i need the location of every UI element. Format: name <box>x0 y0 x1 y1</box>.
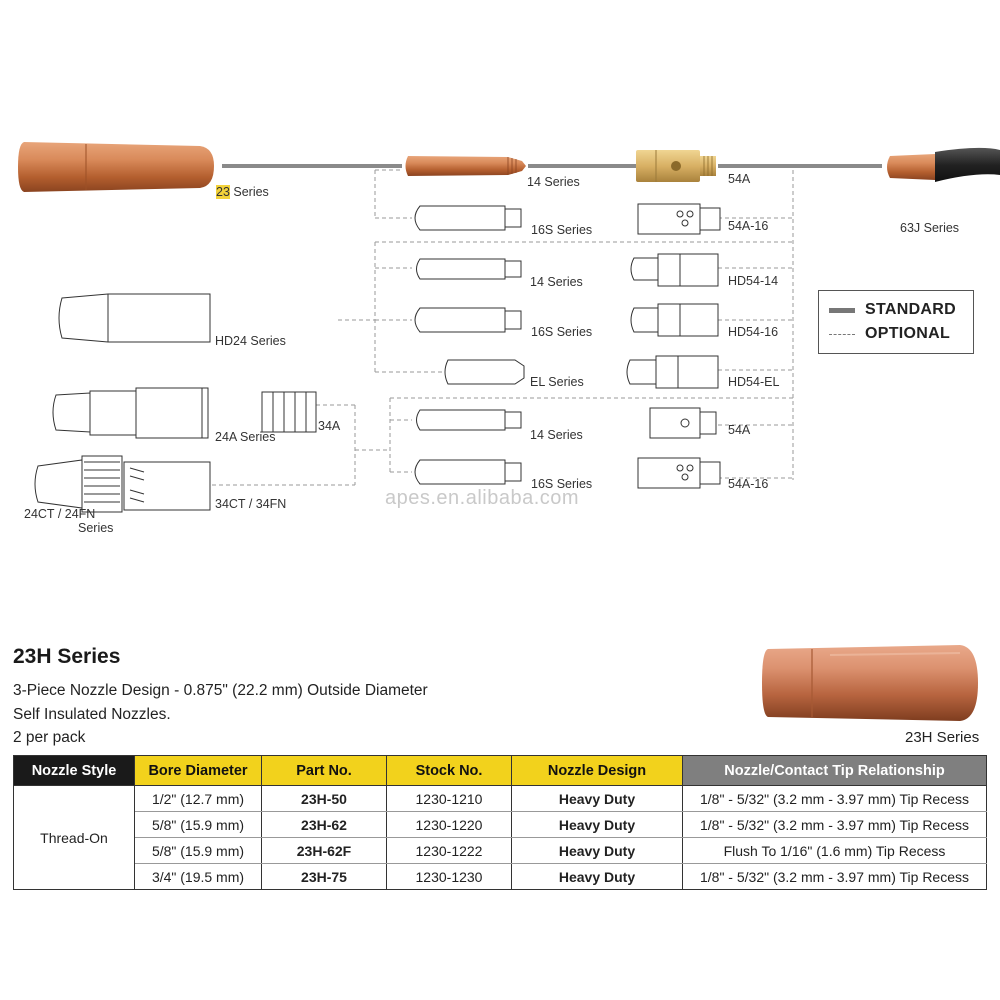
nozzle-23-series <box>18 142 214 192</box>
header-tip-relationship: Nozzle/Contact Tip Relationship <box>683 756 987 786</box>
cell-bore: 1/2" (12.7 mm) <box>135 786 262 812</box>
label-34a: 34A <box>318 419 341 433</box>
legend-standard <box>829 301 956 319</box>
gun-63j-series <box>887 148 1000 182</box>
legend-standard-label: STANDARD <box>865 301 956 318</box>
cell-part: 23H-62F <box>262 838 387 864</box>
nozzle-23h-photo <box>760 643 982 723</box>
diffuser-hd5414 <box>631 258 658 280</box>
cell-nozzle-style: Thread-On <box>14 786 135 890</box>
label-34ct-34fn: 34CT / 34FN <box>215 497 287 511</box>
cell-stock: 1230-1210 <box>387 786 512 812</box>
cell-bore: 5/8" (15.9 mm) <box>135 812 262 838</box>
tip-14-b <box>417 259 506 279</box>
tip-16s-a-thread <box>505 209 521 227</box>
label-hd54el: HD54-EL <box>728 375 780 389</box>
cell-relation: 1/8" - 5/32" (3.2 mm - 3.97 mm) Tip Recess <box>683 812 987 838</box>
watermark: apes.en.alibaba.com <box>385 487 580 509</box>
tip-14-series-copper <box>406 156 527 176</box>
insulator-34ct <box>124 462 210 510</box>
label-23-highlight: 23 <box>216 185 230 199</box>
label-16s-series-b: 16S Series <box>531 325 593 339</box>
optional-line-swatch <box>829 334 855 335</box>
product-title: 23H Series <box>13 645 121 668</box>
cell-relation: 1/8" - 5/32" (3.2 mm - 3.97 mm) Tip Recess <box>683 786 987 812</box>
cell-relation: Flush To 1/16" (1.6 mm) Tip Recess <box>683 838 987 864</box>
cell-design: Heavy Duty <box>512 838 683 864</box>
cell-bore: 3/4" (19.5 mm) <box>135 864 262 890</box>
tip-16s-a <box>415 206 505 230</box>
tip-el <box>445 360 524 384</box>
cell-part: 23H-50 <box>262 786 387 812</box>
table-row <box>14 786 987 812</box>
cell-design: Heavy Duty <box>512 864 683 890</box>
tip-14-c <box>417 410 506 430</box>
label-14-series-c: 14 Series <box>530 428 583 442</box>
label-54a16-b: 54A-16 <box>728 477 769 491</box>
label-54a-b: 54A <box>728 423 751 437</box>
parts-table <box>13 755 987 890</box>
product-description-line: 3-Piece Nozzle Design - 0.875" (22.2 mm) Outside Diameter <box>13 682 428 699</box>
table-row <box>14 812 987 838</box>
header-nozzle-design: Nozzle Design <box>512 756 683 786</box>
diffuser-hd5416 <box>631 308 658 332</box>
label-24ct-24fn: 24CT / 24FN <box>24 507 96 521</box>
tip-16s-c <box>415 460 505 484</box>
label-23-series <box>216 185 269 199</box>
label-hd24-series: HD24 Series <box>215 334 286 348</box>
label-14-series-b: 14 Series <box>530 275 583 289</box>
cell-stock: 1230-1220 <box>387 812 512 838</box>
insulator-34a <box>262 392 316 432</box>
tip-16s-b <box>415 308 505 332</box>
label-14-series-a: 14 Series <box>527 175 580 189</box>
photo-caption: 23H Series <box>905 729 980 746</box>
table-header-row <box>14 756 987 786</box>
header-stock-no: Stock No. <box>387 756 512 786</box>
label-24ct-series: Series <box>78 521 114 535</box>
header-part-no: Part No. <box>262 756 387 786</box>
legend-optional <box>829 325 950 343</box>
label-23-suffix: Series <box>229 185 269 199</box>
table-row <box>14 864 987 890</box>
product-description-line: Self Insulated Nozzles. <box>13 706 171 723</box>
diffuser-54a16-a <box>638 204 700 234</box>
label-hd5414: HD54-14 <box>728 274 779 288</box>
label-hd5416: HD54-16 <box>728 325 779 339</box>
diffuser-hd54el <box>627 360 656 384</box>
label-54a-a: 54A <box>728 172 751 186</box>
table-row <box>14 838 987 864</box>
standard-line-swatch <box>829 308 855 313</box>
cell-part: 23H-75 <box>262 864 387 890</box>
nozzle-24ct <box>35 460 82 508</box>
legend-optional-label: OPTIONAL <box>865 325 951 342</box>
diffuser-54a-outline <box>650 408 700 438</box>
nozzle-hd24 <box>59 294 210 342</box>
diffuser-54a16-b <box>638 458 700 488</box>
nozzle-24a <box>53 393 90 432</box>
cell-stock: 1230-1222 <box>387 838 512 864</box>
label-24a-series: 24A Series <box>215 430 276 444</box>
diffuser-54a-brass <box>636 150 716 182</box>
label-16s-series-a: 16S Series <box>531 223 593 237</box>
cell-design: Heavy Duty <box>512 812 683 838</box>
cell-bore: 5/8" (15.9 mm) <box>135 838 262 864</box>
label-54a16-a: 54A-16 <box>728 219 769 233</box>
cell-part: 23H-62 <box>262 812 387 838</box>
header-bore-diameter: Bore Diameter <box>135 756 262 786</box>
header-nozzle-style: Nozzle Style <box>14 756 135 786</box>
label-16s-series-c: 16S Series <box>531 477 593 491</box>
outline-parts <box>35 204 720 512</box>
label-el-series: EL Series <box>530 375 584 389</box>
product-pack-size: 2 per pack <box>13 729 86 746</box>
cell-design: Heavy Duty <box>512 786 683 812</box>
legend <box>818 290 974 354</box>
cell-relation: 1/8" - 5/32" (3.2 mm - 3.97 mm) Tip Recess <box>683 864 987 890</box>
cell-stock: 1230-1230 <box>387 864 512 890</box>
label-63j-series: 63J Series <box>900 221 960 235</box>
